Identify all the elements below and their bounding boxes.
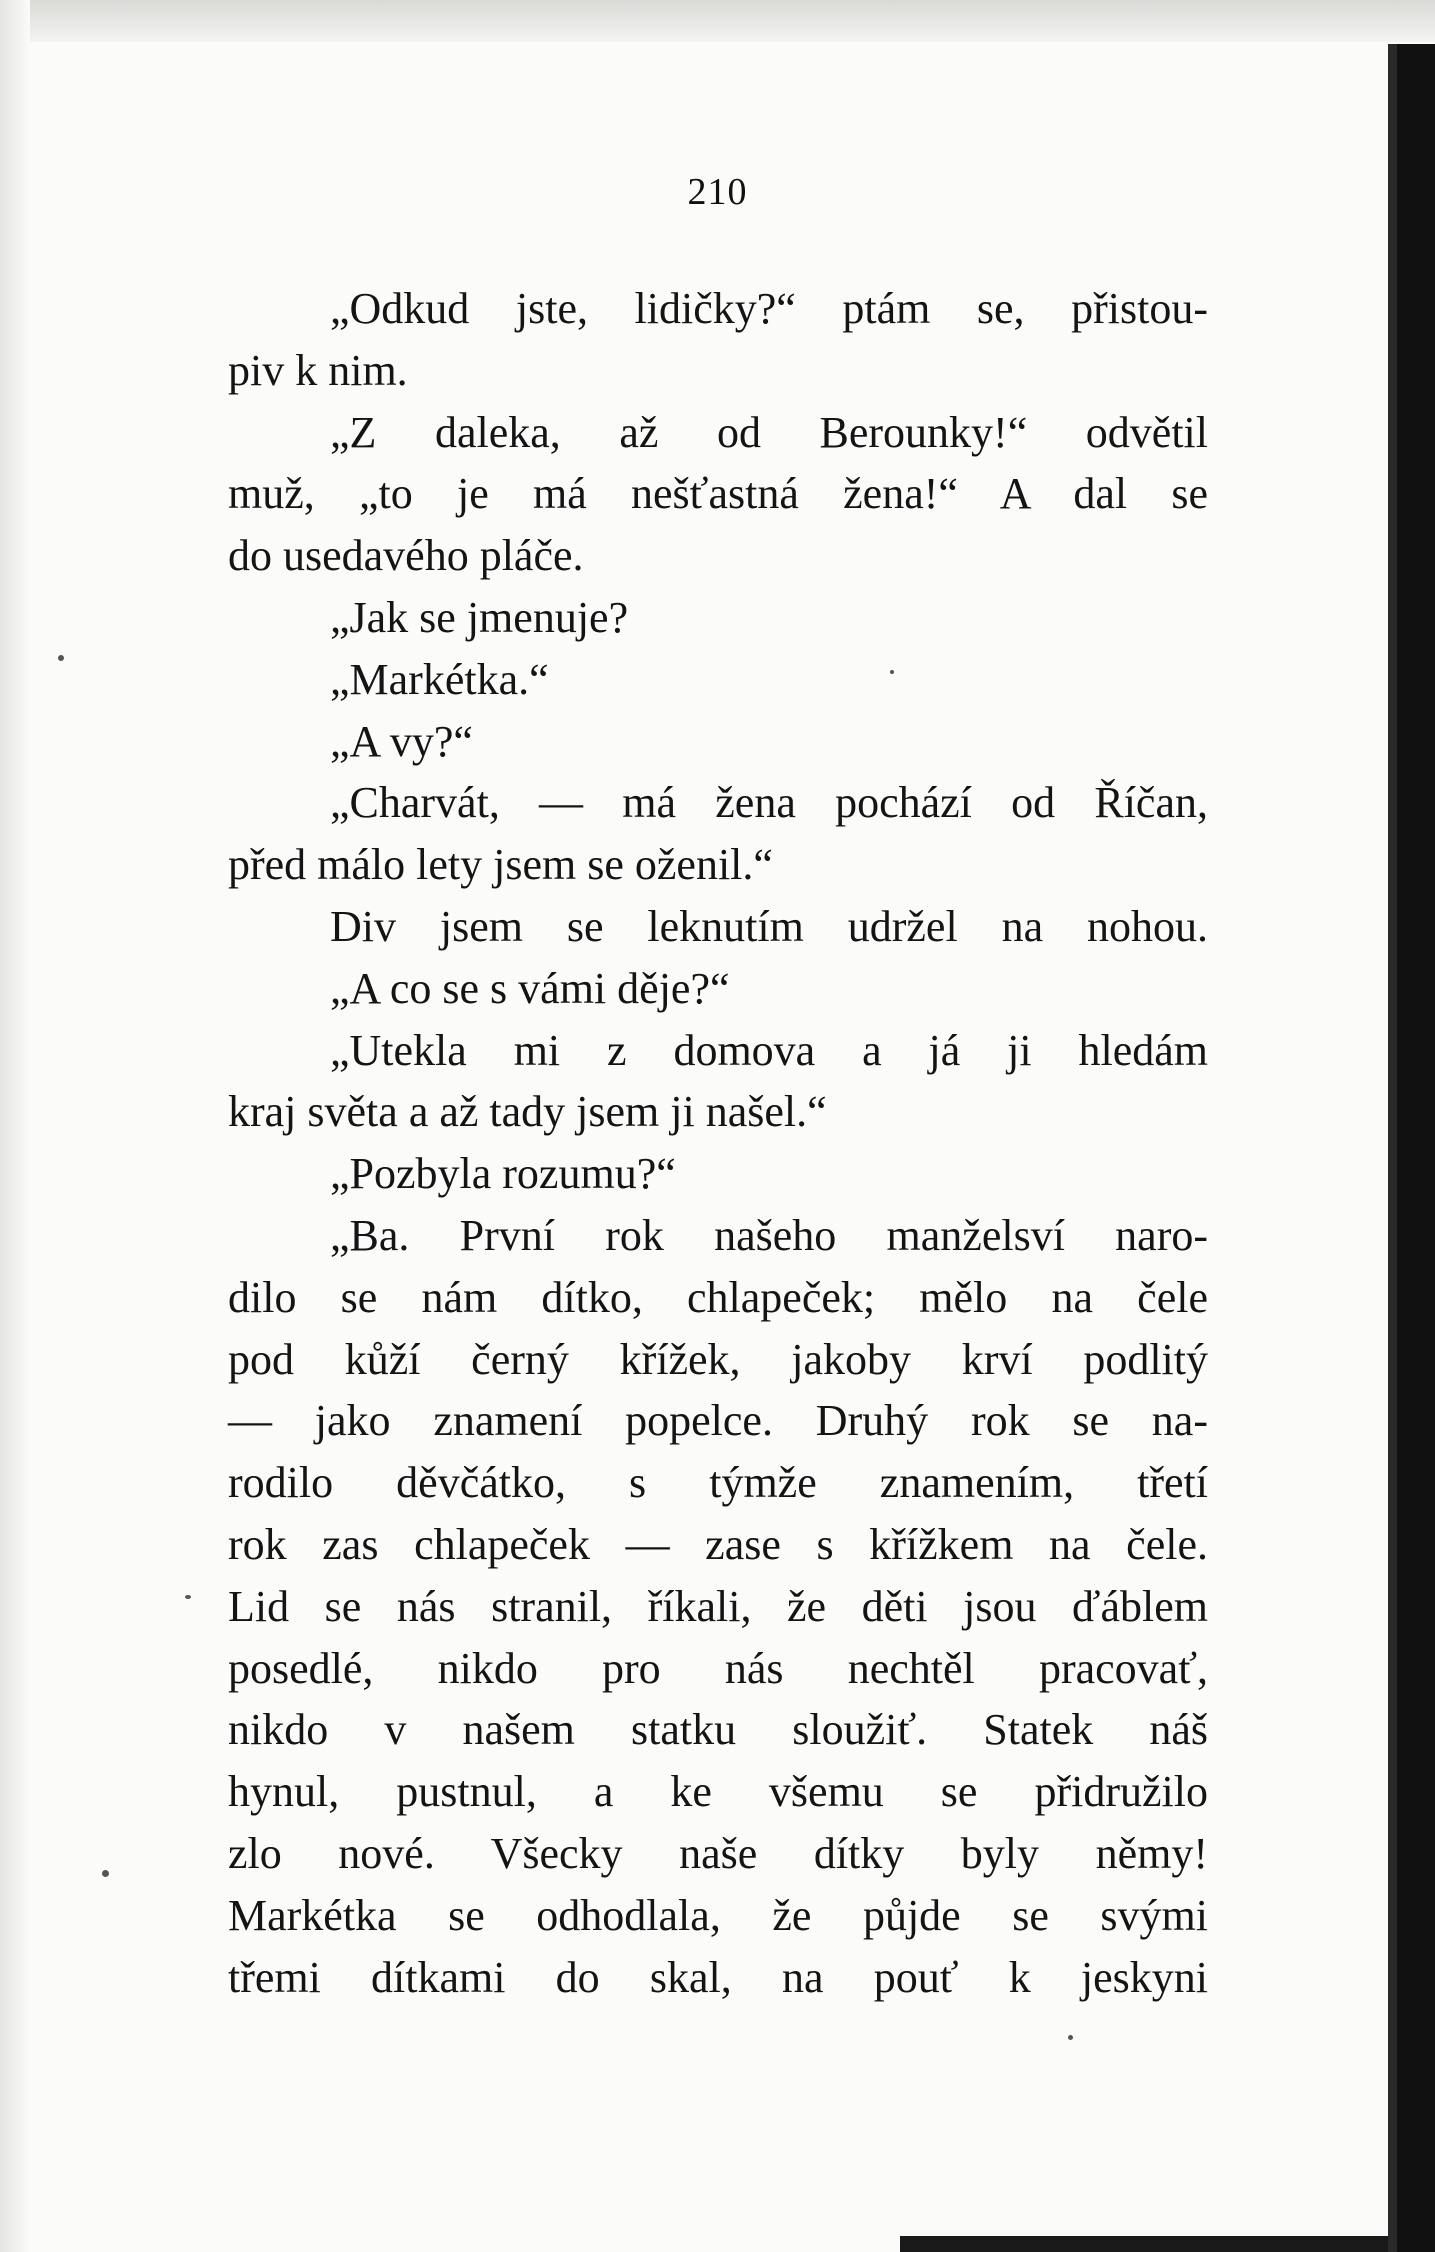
text-line: pod kůží černý křížek, jakoby krví podlitý (228, 1334, 1208, 1384)
page-top-edge (0, 0, 1435, 42)
text-line: před málo lety jsem se oženil.“ (228, 840, 773, 890)
text-line: „Jak se jmenuje? (330, 592, 629, 642)
text-line: „A co se s vámi děje?“ (330, 963, 730, 1013)
text-line: muž, „to je má nešťastná žena!“ A dal se (228, 469, 1208, 519)
scan-speck (102, 1870, 109, 1877)
text-line: zlo nové. Všecky naše dítky byly němy! (228, 1828, 1208, 1878)
text-line: rodilo děvčátko, s týmže znamením, třetí (228, 1458, 1208, 1508)
text-line: „Pozbyla rozumu?“ (330, 1149, 676, 1199)
scan-speck (185, 1595, 191, 1599)
text-line: „A vy?“ (330, 716, 473, 766)
text-line: „Z daleka, až od Berounky!“ odvětil (330, 407, 1208, 457)
text-line: „Ba. První rok našeho manželsví naro- (330, 1210, 1208, 1260)
page-right-border-inner (1388, 44, 1397, 2252)
text-line: kraj světa a až tady jsem ji našel.“ (228, 1087, 827, 1137)
page-number: 210 (687, 171, 748, 213)
text-line: „Charvát, — má žena pochází od Říčan, (330, 778, 1208, 828)
text-line: „Utekla mi z domova a já ji hledám (330, 1025, 1208, 1075)
text-line: rok zas chlapeček — zase s křížkem na čele. (228, 1519, 1208, 1569)
scan-speck (1068, 2035, 1073, 2040)
text-line: do usedavého pláče. (228, 531, 584, 581)
text-line: hynul, pustnul, a ke všemu se přidružilo (228, 1767, 1208, 1817)
text-line: nikdo v našem statku sloužiť. Statek náš (228, 1705, 1208, 1755)
page-bottom-shadow (900, 2236, 1388, 2252)
text-line: třemi dítkami do skal, na pouť k jeskyni (228, 1952, 1208, 2002)
text-line: „Markétka.“ (330, 654, 549, 704)
text-line: dilo se nám dítko, chlapeček; mělo na čele (228, 1272, 1208, 1322)
scan-speck (58, 655, 64, 661)
page-left-edge (0, 0, 30, 2252)
text-line: posedlé, nikdo pro nás nechtěl pracovať, (228, 1643, 1208, 1693)
text-line: — jako znamení popelce. Druhý rok se na- (228, 1396, 1208, 1446)
text-line: Lid se nás stranil, říkali, že děti jsou ďáblem (228, 1581, 1208, 1631)
text-line: Markétka se odhodlala, že půjde se svými (228, 1890, 1208, 1940)
text-line: „Odkud jste, lidičky?“ ptám se, přistou- (330, 284, 1208, 333)
text-line: piv k nim. (228, 345, 408, 395)
text-line: Div jsem se leknutím udržel na nohou. (330, 901, 1208, 951)
body-text (228, 278, 1208, 2008)
